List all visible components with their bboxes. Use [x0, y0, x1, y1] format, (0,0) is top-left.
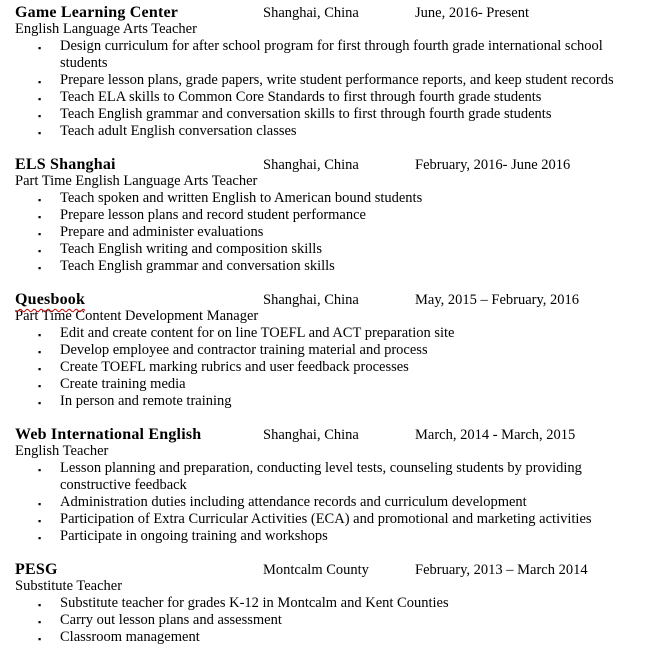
company-name: ELS Shanghai	[15, 156, 116, 173]
bullet-square-icon: ▪	[38, 364, 42, 374]
bullet-list	[15, 325, 665, 410]
bullet-square-icon: ▪	[38, 212, 42, 222]
job-dates: May, 2015 – February, 2016	[415, 292, 580, 308]
bullet-text: Develop employee and contractor training material and process	[60, 342, 428, 358]
bullet-item	[38, 123, 648, 140]
bullet-text: Teach English grammar and conversation skills	[60, 258, 335, 274]
bullet-square-icon: ▪	[38, 634, 42, 644]
job-dates: March, 2014 - March, 2015	[415, 427, 576, 443]
bullet-text: Edit and create content for on line TOEFL and ACT preparation site	[60, 325, 455, 341]
bullet-item	[38, 528, 648, 545]
job-header	[15, 291, 665, 308]
bullet-square-icon: ▪	[38, 347, 42, 357]
company-name: Web International English	[15, 426, 202, 443]
bullet-text: Prepare and administer evaluations	[60, 224, 264, 240]
job-section	[15, 426, 665, 545]
bullet-item	[38, 241, 648, 258]
bullet-square-icon: ▪	[38, 516, 42, 526]
job-section	[15, 156, 665, 275]
job-header	[15, 426, 665, 443]
bullet-text: Teach English grammar and conversation skills to first through fourth grade students	[60, 106, 552, 122]
bullet-text: Create TOEFL marking rubrics and user feedback processes	[60, 359, 409, 375]
job-dates: February, 2016- June 2016	[415, 157, 571, 173]
bullet-square-icon: ▪	[38, 263, 42, 273]
job-title: Part Time Content Development Manager	[15, 308, 259, 324]
bullet-item	[38, 258, 648, 275]
job-header	[15, 561, 665, 578]
bullet-square-icon: ▪	[38, 94, 42, 104]
bullet-item	[38, 460, 648, 494]
bullet-text: Participation of Extra Curricular Activities (ECA) and promotional and marketing activities	[60, 511, 592, 527]
job-location: Shanghai, China	[263, 157, 359, 173]
bullet-square-icon: ▪	[38, 465, 42, 475]
bullet-list	[15, 595, 665, 646]
company-name: Game Learning Center	[15, 4, 179, 21]
bullet-text: Teach English writing and composition skills	[60, 241, 322, 257]
bullet-text: Prepare lesson plans, grade papers, write student performance reports, and keep student records	[60, 72, 614, 88]
bullet-item	[38, 629, 648, 646]
bullet-list	[15, 460, 665, 545]
job-header	[15, 4, 665, 21]
job-dates: June, 2016- Present	[415, 5, 529, 21]
bullet-item	[38, 190, 648, 207]
bullet-square-icon: ▪	[38, 398, 42, 408]
bullet-item	[38, 224, 648, 241]
bullet-item	[38, 106, 648, 123]
bullet-item	[38, 325, 648, 342]
job-location: Shanghai, China	[263, 292, 359, 308]
bullet-item	[38, 207, 648, 224]
job-title: Substitute Teacher	[15, 578, 123, 594]
bullet-text: Carry out lesson plans and assessment	[60, 612, 282, 628]
bullet-square-icon: ▪	[38, 229, 42, 239]
bullet-square-icon: ▪	[38, 77, 42, 87]
bullet-item	[38, 494, 648, 511]
bullet-item	[38, 359, 648, 376]
job-title: Part Time English Language Arts Teacher	[15, 173, 258, 189]
job-section	[15, 4, 665, 140]
bullet-text: Teach ELA skills to Common Core Standards to first through fourth grade students	[60, 89, 542, 105]
bullet-text: Lesson planning and preparation, conducting level tests, counseling students by providing constructive feedback	[60, 460, 582, 493]
bullet-item	[38, 72, 648, 89]
bullet-square-icon: ▪	[38, 111, 42, 121]
bullet-square-icon: ▪	[38, 533, 42, 543]
job-location: Shanghai, China	[263, 427, 359, 443]
bullet-item	[38, 89, 648, 106]
job-location: Montcalm County	[263, 562, 369, 578]
bullet-text: Teach adult English conversation classes	[60, 123, 297, 139]
bullet-text: Design curriculum for after school program for first through fourth grade international school students	[60, 38, 603, 71]
job-section	[15, 291, 665, 410]
bullet-square-icon: ▪	[38, 499, 42, 509]
job-header	[15, 156, 665, 173]
bullet-item	[38, 612, 648, 629]
bullet-list	[15, 38, 665, 140]
bullet-square-icon: ▪	[38, 128, 42, 138]
bullet-square-icon: ▪	[38, 195, 42, 205]
bullet-item	[38, 376, 648, 393]
bullet-text: Prepare lesson plans and record student performance	[60, 207, 366, 223]
company-name: PESG	[15, 561, 58, 578]
bullet-square-icon: ▪	[38, 617, 42, 627]
bullet-square-icon: ▪	[38, 330, 42, 340]
bullet-square-icon: ▪	[38, 43, 42, 53]
job-dates: February, 2013 – March 2014	[415, 562, 588, 578]
bullet-square-icon: ▪	[38, 246, 42, 256]
job-section	[15, 561, 665, 646]
bullet-text: In person and remote training	[60, 393, 232, 409]
bullet-text: Administration duties including attendance records and curriculum development	[60, 494, 527, 510]
bullet-item	[38, 38, 648, 72]
bullet-item	[38, 342, 648, 359]
bullet-square-icon: ▪	[38, 381, 42, 391]
bullet-text: Participate in ongoing training and workshops	[60, 528, 328, 544]
bullet-item	[38, 393, 648, 410]
bullet-text: Classroom management	[60, 629, 200, 645]
job-location: Shanghai, China	[263, 5, 359, 21]
bullet-text: Teach spoken and written English to American bound students	[60, 190, 423, 206]
bullet-item	[38, 511, 648, 528]
company-name: Quesbook	[15, 291, 86, 308]
bullet-text: Substitute teacher for grades K-12 in Montcalm and Kent Counties	[60, 595, 449, 611]
bullet-item	[38, 595, 648, 612]
bullet-square-icon: ▪	[38, 600, 42, 610]
job-title: English Language Arts Teacher	[15, 21, 197, 37]
bullet-text: Create training media	[60, 376, 186, 392]
bullet-list	[15, 190, 665, 275]
job-title: English Teacher	[15, 443, 109, 459]
